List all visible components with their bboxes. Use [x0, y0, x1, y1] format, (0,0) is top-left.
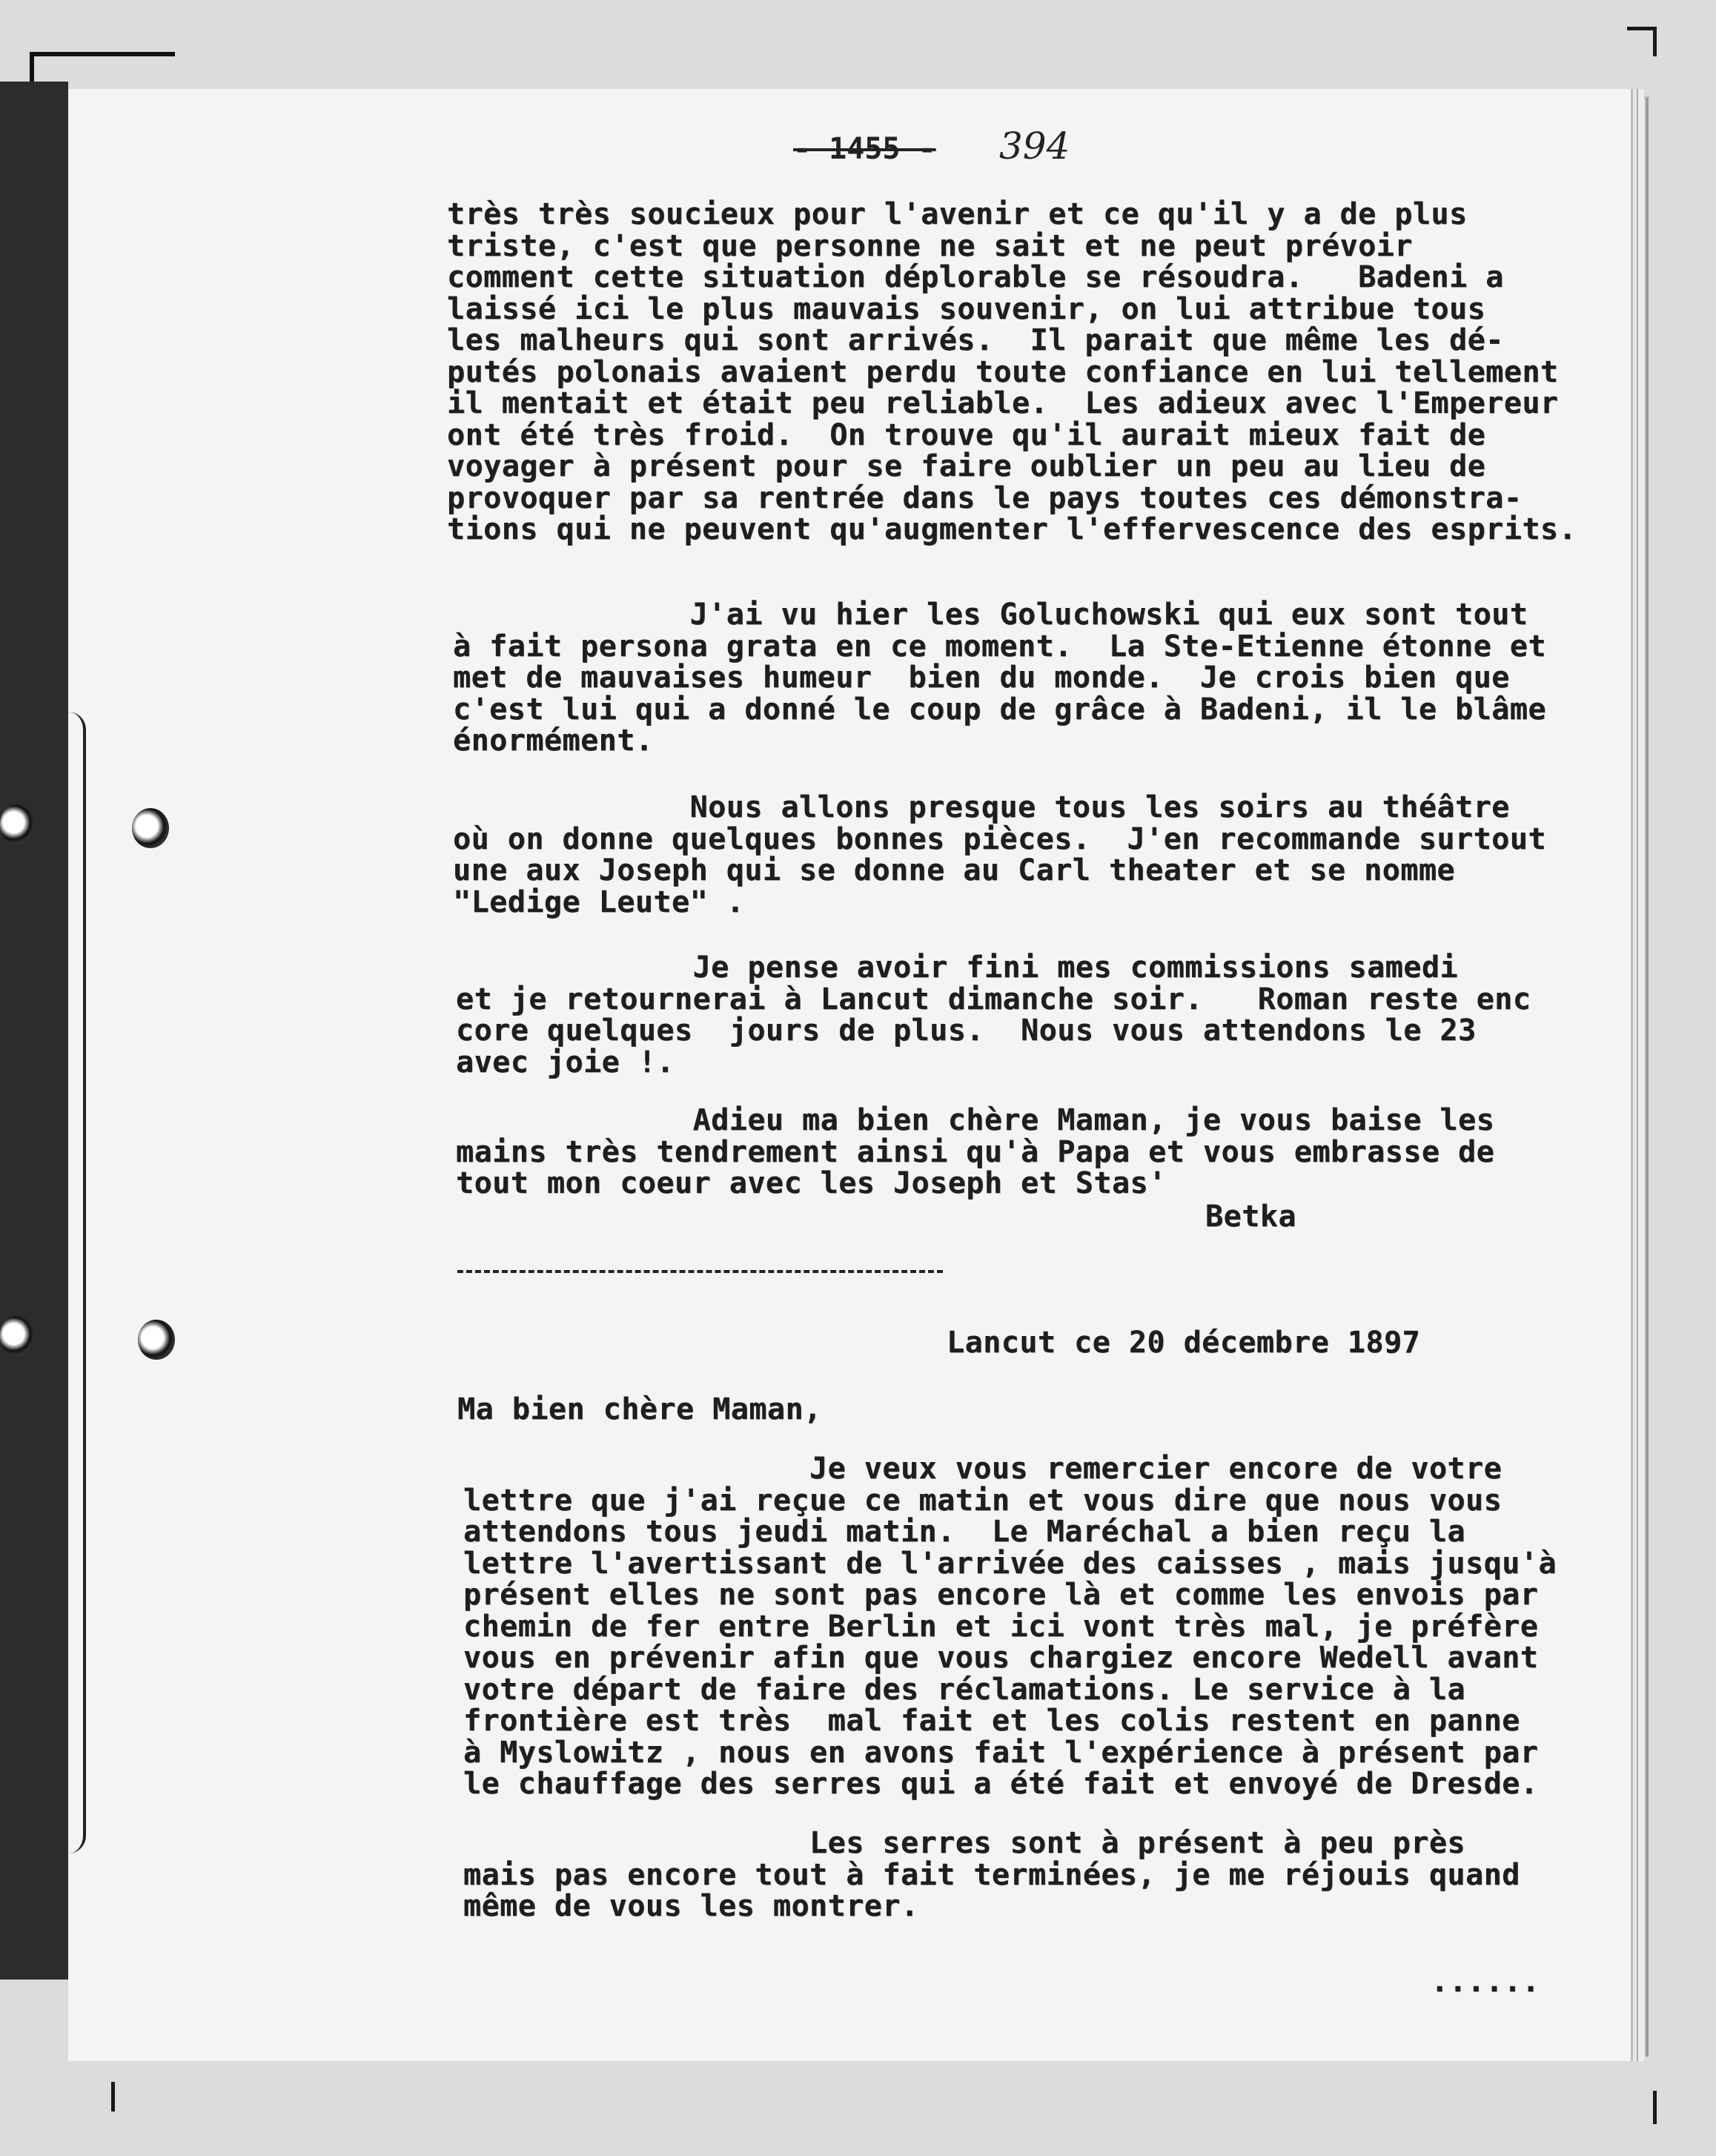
crop-mark-bottom-right [1653, 2091, 1657, 2124]
crop-mark-bottom-left [111, 2082, 115, 2112]
page-number: - 1455 - [793, 132, 936, 166]
binder-edge [68, 712, 86, 1854]
crop-mark-top-right [1627, 27, 1657, 30]
paragraph-1: très très soucieux pour l'avenir et ce qu'il y a de plus triste, c'est que personne ne sait et ne peut prévoir comment cette situation déplorable se résoudra. Badeni a laissé ici le plus mauvais souvenir, on lui attribue tous les malheurs qui sont arrivés. Il parait que même les dé- putés polonais avaient perdu toute confiance en lui tellement il mentait et était peu reliable. Les adieux avec l'Empereur ont été très froid. On trouve qu'il aurait mieux fait de voyager à présent pour se faire oublier un peu au lieu de provoquer par sa rentrée dans le pays toutes ces démonstra- tions qui ne peuvent qu'augmenter l'effervescence des esprits. [447, 197, 1577, 546]
paragraph-4: Je pense avoir fini mes commissions samedi et je retournerai à Lancut dimanche soir. Roman reste enc core quelques jours de plus. Nous vous attendons le 23 avec joie !. [456, 950, 1531, 1079]
separator-line [457, 1270, 943, 1273]
paragraph-3: Nous allons presque tous les soirs au théâtre où on donne quelques bonnes pièces. J'en recommande surtout une aux Joseph qui se donne au Carl theater et se nomme "Ledige Leute" . [453, 790, 1546, 919]
paragraph-6: Je veux vous remercier encore de votre lettre que j'ai reçue ce matin et vous dire que nous vous attendons tous jeudi matin. Le Maréchal a bien reçu la lettre l'avertissant de l'arrivée des caisses , mais jusqu'à présent elles ne sont pas encore là et comme les envois par chemin de fer entre Berlin et ici vont très mal, je préfère vous en prévenir afin que vous chargiez encore Wedell avant votre départ de faire des réclamations. Le service à la frontière est très mal fait et les colis restent en panne à Myslowitz , nous en avons fait l'expérience à présent par le chauffage des serres qui a été fait et envoyé de Dresde. [463, 1452, 1557, 1801]
paragraph-5: Adieu ma bien chère Maman, je vous baise les mains très tendrement ainsi qu'à Papa et vous embrasse de tout mon coeur avec les Joseph et Stas' [456, 1103, 1495, 1200]
paragraph-7: Les serres sont à présent à peu près mais pas encore tout à fait terminées, je me réjouis quand même de vous les montrer. [463, 1826, 1520, 1923]
continuation-dots: ...... [1431, 1965, 1540, 1999]
folder-cover [0, 82, 68, 1980]
salutation: Ma bien chère Maman, [457, 1392, 822, 1426]
folio-number: 394 [999, 125, 1070, 168]
punch-hole-lower [138, 1320, 175, 1360]
dateline: Lancut ce 20 décembre 1897 [947, 1326, 1421, 1360]
punch-hole-edge-lower [0, 1316, 34, 1356]
punch-hole-edge-upper [0, 804, 34, 844]
paragraph-2: J'ai vu hier les Goluchowski qui eux sont tout à fait persona grata en ce moment. La Ste-Etienne étonne et met de mauvaises humeur bien du monde. Je crois bien que c'est lui qui a donné le coup de grâce à Badeni, il le blâme énormément. [453, 598, 1546, 758]
punch-hole-upper [132, 808, 169, 848]
crop-mark-top-right-v [1653, 27, 1657, 56]
signature: Betka [1205, 1200, 1296, 1234]
